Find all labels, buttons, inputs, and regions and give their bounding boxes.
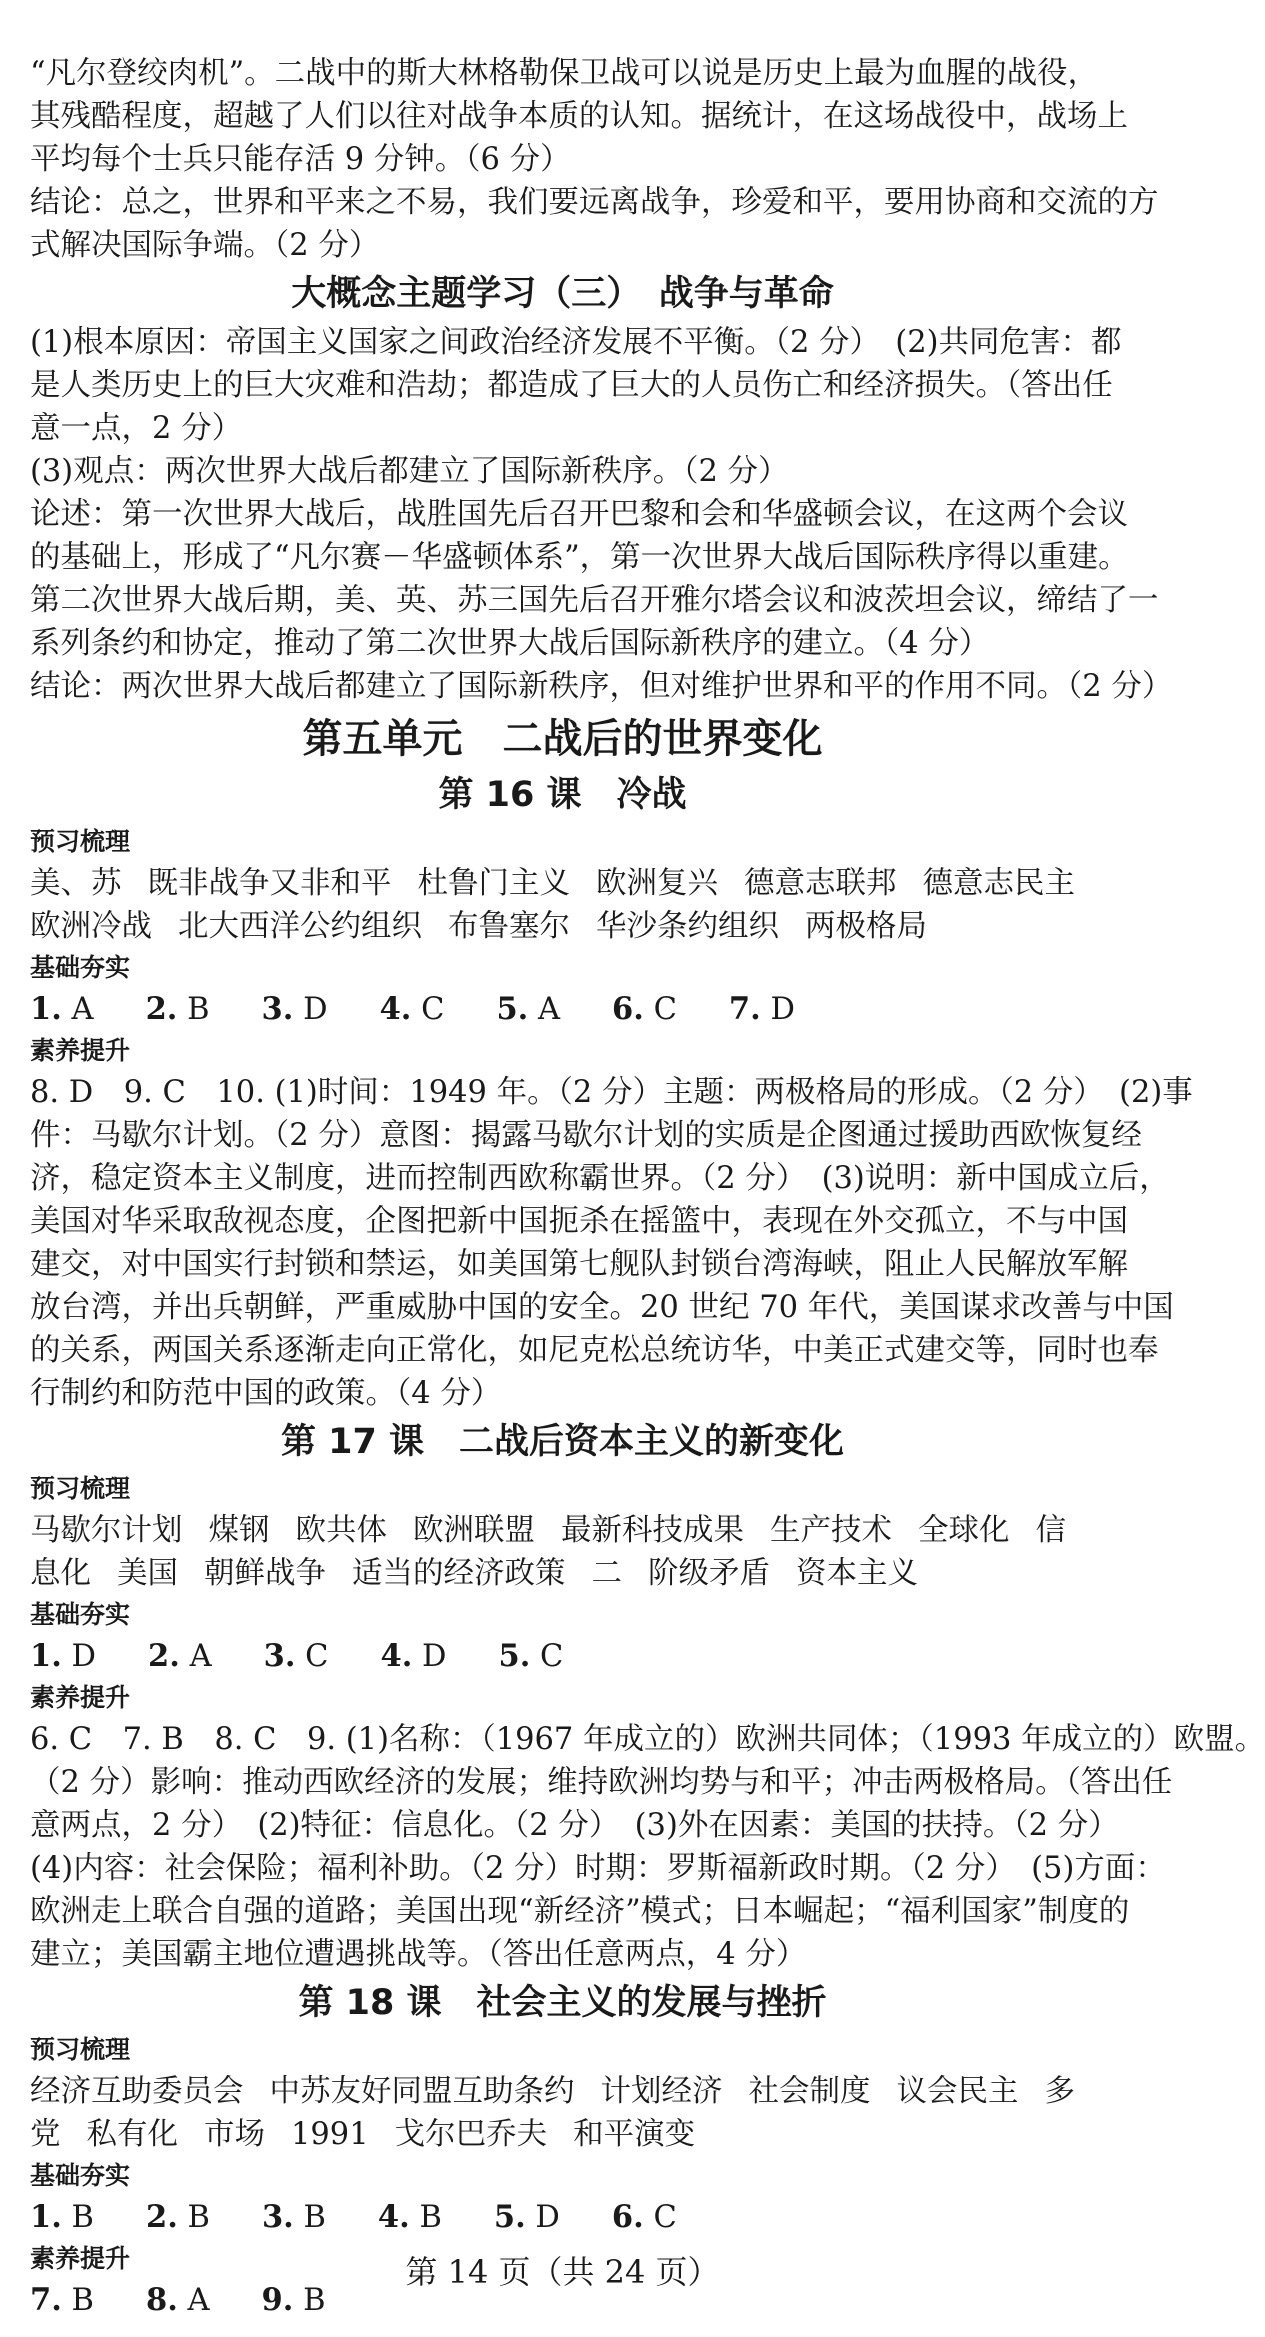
term: 适当的经济政策: [352, 1556, 566, 1591]
answer: A: [189, 1639, 212, 1674]
term: 杜鲁门主义: [417, 866, 570, 901]
improve-label: 素养提升: [30, 1036, 131, 1065]
topic3-section: [30, 269, 1173, 708]
question-number: 6.: [612, 991, 644, 1027]
answer: A: [71, 992, 94, 1027]
text-line: 8. D 9. C 10. (1)时间：1949 年。（2 分）主题：两极格局的形成。（2 分） (2)事: [30, 1075, 1193, 1110]
term: 经济互助委员会: [30, 2074, 244, 2109]
basic-label: 基础夯实: [30, 1600, 131, 1629]
text-line: (4)内容：社会保险；福利补助。（2 分）时期：罗斯福新政时期。（2 分） (5)方面：: [30, 1851, 1166, 1886]
question-number: 1.: [30, 991, 62, 1027]
text-line: 意一点，2 分）: [30, 411, 243, 446]
question-number: 3.: [261, 991, 294, 1027]
answer: D: [535, 2200, 560, 2235]
text-line: “凡尔登绞肉机”。二战中的斯大林格勒保卫战可以说是历史上最为血腥的战役，: [30, 56, 1099, 91]
text-line: 平均每个士兵只能存活 9 分钟。（6 分）: [30, 142, 571, 177]
page-footer: 第 14 页（共 24 页）: [405, 2253, 720, 2291]
term: 布鲁塞尔: [448, 909, 570, 944]
term: 朝鲜战争: [204, 1556, 326, 1591]
answer: B: [71, 2283, 94, 2318]
question-number: 4.: [377, 2199, 410, 2235]
term: 德意志联邦: [744, 866, 897, 901]
term: 1991: [291, 2117, 369, 2152]
text-line: 结论：两次世界大战后都建立了国际新秩序，但对维护世界和平的作用不同。（2 分）: [30, 669, 1173, 704]
term: 议会民主: [896, 2074, 1019, 2109]
improve-label: 素养提升: [30, 2244, 131, 2273]
term: 华沙条约组织: [596, 909, 779, 944]
lesson17-section: [30, 1417, 1265, 1976]
question-number: 1.: [30, 2199, 62, 2235]
preview-label: 预习梳理: [30, 827, 131, 856]
term: 美、苏: [30, 866, 122, 901]
answer: D: [770, 992, 795, 1027]
answer: A: [187, 2283, 210, 2318]
answer-row: [30, 988, 1095, 1031]
term: 欧洲联盟: [413, 1513, 535, 1548]
text-line: 行制约和防范中国的政策。（4 分）: [30, 1376, 502, 1411]
term: 二: [591, 1556, 622, 1591]
text-line: (3)观点：两次世界大战后都建立了国际新秩序。（2 分）: [30, 454, 789, 489]
term: 息化: [30, 1556, 91, 1591]
term: 市场: [204, 2117, 265, 2152]
answer: C: [305, 1639, 329, 1674]
term: 社会制度: [748, 2074, 871, 2109]
text-line: 式解决国际争端。（2 分）: [30, 228, 380, 263]
question-number: 2.: [145, 2199, 178, 2235]
question-number: 2.: [145, 991, 178, 1027]
intro-section: [30, 52, 1159, 267]
term: 欧洲复兴: [596, 866, 718, 901]
text-line: 美国对华采取敌视态度，企图把新中国扼杀在摇篮中，表现在外交孤立，不与中国: [30, 1204, 1128, 1239]
question-number: 5.: [496, 991, 529, 1027]
text-line: (1)根本原因：帝国主义国家之间政治经济发展不平衡。（2 分） (2)共同危害：都: [30, 325, 1122, 360]
question-number: 5.: [493, 2199, 526, 2235]
term: 私有化: [86, 2117, 178, 2152]
answer: D: [71, 1639, 97, 1674]
preview-label: 预习梳理: [30, 2035, 131, 2064]
text-line: 件：马歇尔计划。（2 分）意图：揭露马歇尔计划的实质是企图通过援助西欧恢复经: [30, 1118, 1142, 1153]
question-number: 1.: [30, 1638, 62, 1674]
text-line: 结论：总之，世界和平来之不易，我们要远离战争，珍爱和平，要用协商和交流的方: [30, 185, 1159, 220]
answer: B: [187, 2200, 210, 2235]
term: 多: [1044, 2074, 1075, 2109]
lesson-title: 第 18 课 社会主义的发展与挫折: [298, 1983, 827, 2023]
term: 信: [1035, 1513, 1066, 1548]
answer: C: [653, 2200, 677, 2235]
term: 美国: [117, 1556, 178, 1591]
basic-label: 基础夯实: [30, 2161, 131, 2190]
answer: C: [653, 992, 677, 1027]
text-line: 系列条约和协定，推动了第二次世界大战后国际新秩序的建立。（4 分）: [30, 626, 990, 661]
question-number: 6.: [611, 2199, 644, 2235]
term: 马歇尔计划: [30, 1513, 183, 1548]
question-number: 3.: [261, 2199, 294, 2235]
lesson-title: 第 17 课 二战后资本主义的新变化: [280, 1422, 845, 1462]
text-line: 建交，对中国实行封锁和禁运，如美国第七舰队封锁台湾海峡，阻止人民解放军解: [30, 1247, 1128, 1282]
term: 阶级矛盾: [648, 1556, 770, 1591]
answer: B: [71, 2200, 94, 2235]
lesson-title: 第 16 课 冷战: [438, 775, 687, 815]
question-number: 4.: [380, 1638, 413, 1674]
answer-row: [30, 2196, 1095, 2239]
text-line: 其残酷程度，超越了人们以往对战争本质的认知。据统计，在这场战役中，战场上: [30, 99, 1128, 134]
preview-row: [30, 2070, 1095, 2113]
improve-label: 素养提升: [30, 1683, 131, 1712]
question-number: 3.: [263, 1638, 296, 1674]
unit-title: 第五单元 二战后的世界变化: [302, 716, 823, 762]
term: 计划经济: [600, 2074, 723, 2109]
answer: C: [540, 1639, 564, 1674]
preview-row: [30, 1552, 1095, 1595]
text-line: 意两点，2 分） (2)特征：信息化。（2 分） (3)外在因素：美国的扶持。（2 分）: [30, 1808, 1119, 1843]
question-number: 9.: [261, 2282, 294, 2318]
answer: D: [422, 1639, 447, 1674]
question-number: 8.: [145, 2282, 178, 2318]
term: 欧洲冷战: [30, 909, 152, 944]
term: 戈尔巴乔夫: [394, 2117, 548, 2152]
term: 和平演变: [573, 2117, 696, 2152]
text-line: 建立；美国霸主地位遭遇挑战等。（答出任意两点，4 分）: [30, 1937, 807, 1972]
question-number: 2.: [148, 1638, 180, 1674]
question-number: 7.: [30, 2282, 62, 2318]
preview-row: [30, 905, 1095, 948]
question-number: 5.: [498, 1638, 531, 1674]
term: 最新科技成果: [561, 1513, 744, 1548]
answer: B: [419, 2200, 442, 2235]
term: 煤钢: [208, 1513, 270, 1548]
text-line: 是人类历史上的巨大灾难和浩劫；都造成了巨大的人员伤亡和经济损失。（答出任: [30, 368, 1113, 403]
answer: B: [303, 2283, 326, 2318]
lesson16-section: [30, 770, 1193, 1415]
text-line: 放台湾，并出兵朝鲜，严重威胁中国的安全。20 世纪 70 年代，美国谋求改善与中国: [30, 1290, 1174, 1325]
term: 中苏友好同盟互助条约: [269, 2074, 575, 2109]
answer: B: [187, 992, 210, 1027]
term: 北大西洋公约组织: [178, 909, 422, 944]
term: 党: [30, 2117, 61, 2152]
answer: D: [303, 992, 328, 1027]
term: 两极格局: [805, 909, 927, 944]
term: 既非战争又非和平: [147, 866, 392, 901]
text-line: 济，稳定资本主义制度，进而控制西欧称霸世界。（2 分） (3)说明：新中国成立后，: [30, 1161, 1170, 1196]
preview-label: 预习梳理: [30, 1474, 131, 1503]
text-line: （2 分）影响：推动西欧经济的发展；维持欧洲均势与和平；冲击两极格局。（答出任: [30, 1765, 1173, 1800]
term: 德意志民主: [922, 866, 1075, 901]
text-line: 第二次世界大战后期，美、英、苏三国先后召开雅尔塔会议和波茨坦会议，缔结了一: [30, 583, 1159, 618]
answer: A: [538, 992, 561, 1027]
term: 全球化: [918, 1513, 1010, 1548]
preview-row: [30, 862, 1095, 905]
text-line: 的关系，两国关系逐渐走向正常化，如尼克松总统访华，中美正式建交等，同时也奉: [30, 1333, 1159, 1368]
question-number: 4.: [379, 991, 412, 1027]
term: 生产技术: [770, 1513, 892, 1548]
text-line: 论述：第一次世界大战后，战胜国先后召开巴黎和会和华盛顿会议，在这两个会议: [30, 497, 1128, 532]
answer: B: [303, 2200, 326, 2235]
question-number: 7.: [728, 991, 761, 1027]
term: 资本主义: [796, 1556, 918, 1591]
text-line: 欧洲走上联合自强的道路；美国出现“新经济”模式；日本崛起；“福利国家”制度的: [30, 1894, 1130, 1929]
preview-row: [30, 1509, 1095, 1552]
answer-row: [30, 1635, 1095, 1678]
term: 欧共体: [295, 1513, 387, 1548]
preview-row: [30, 2113, 1095, 2156]
text-line: 的基础上，形成了“凡尔赛－华盛顿体系”，第一次世界大战后国际秩序得以重建。: [30, 540, 1129, 575]
answer: C: [421, 992, 445, 1027]
basic-label: 基础夯实: [30, 953, 131, 982]
document-page: [30, 52, 1265, 2322]
section-title: 大概念主题学习（三） 战争与革命: [291, 274, 834, 314]
text-line: 6. C 7. B 8. C 9. (1)名称：（1967 年成立的）欧洲共同体；（1993 年成立的）欧盟。: [30, 1722, 1265, 1757]
